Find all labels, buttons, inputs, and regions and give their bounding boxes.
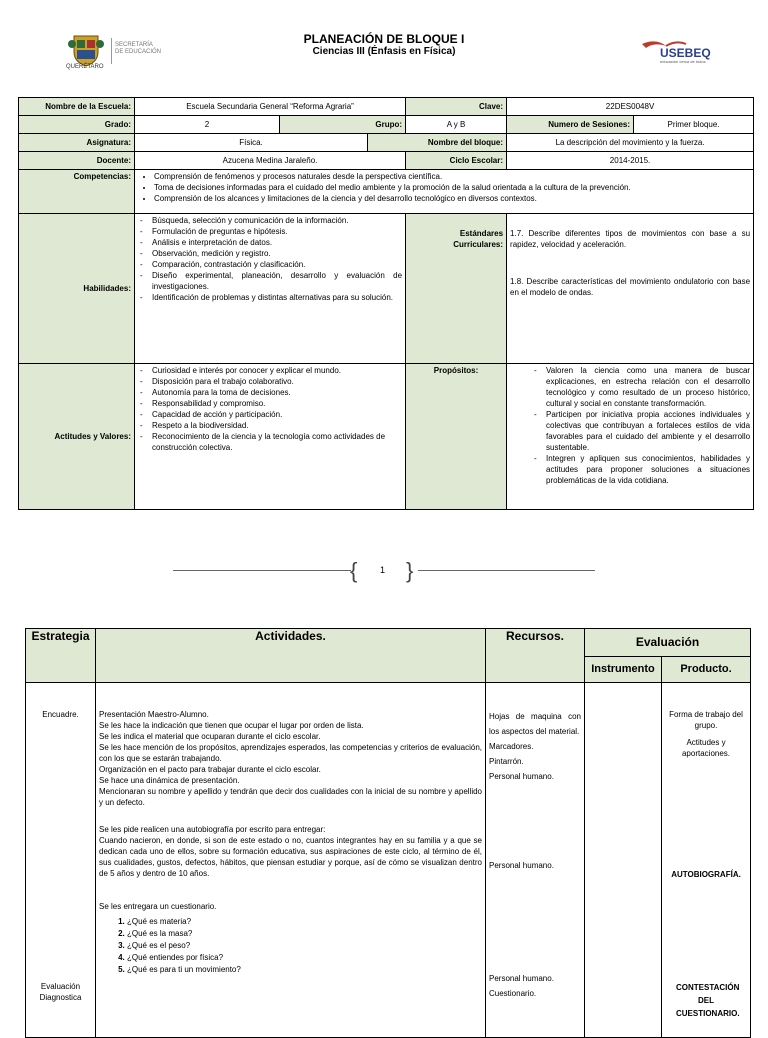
list-item: - Disposición para el trabajo colaborativo. — [152, 376, 402, 387]
asignatura-value: Física. — [135, 134, 368, 152]
list-item: • Comprensión de fenómenos y procesos naturales desde la perspectiva científica. — [154, 171, 750, 182]
page-subtitle: Ciencias III (Énfasis en Física) — [312, 46, 456, 57]
activity-line: Organización en el pacto para trabajar durante el ciclo escolar. — [99, 765, 321, 774]
product-line: Forma de trabajo del grupo. — [669, 710, 743, 730]
competencias-cell — [135, 170, 754, 214]
list-item: 5. ¿Qué es para ti un movimiento? — [127, 964, 482, 976]
usebeq-logo — [636, 36, 746, 66]
estandares-cell — [507, 214, 754, 364]
row-grado — [19, 116, 754, 134]
autobiografia-producto: AUTOBIOGRAFÍA. — [671, 870, 741, 879]
autobiografia-activities — [99, 824, 482, 879]
resource-line: Pintarrón. — [489, 757, 524, 766]
state-label: QUERÉTARO — [66, 64, 104, 70]
page-number: 1 — [380, 565, 386, 575]
estrategia-encuadre: Encuadre. — [42, 710, 79, 719]
page-title: PLANEACIÓN DE BLOQUE I — [303, 32, 465, 46]
list-item: 3. ¿Qué es el peso? — [127, 940, 482, 952]
autobiografia-recursos: Personal humano. — [489, 861, 554, 870]
list-item: - Respeto a la biodiversidad. — [152, 420, 402, 431]
ciclo-value: 2014-2015. — [507, 152, 754, 170]
evaluacion-header: Evaluación — [585, 629, 751, 657]
list-item: - Búsqueda, selección y comunicación de la información. — [152, 215, 402, 226]
list-item: - Autonomía para la toma de decisiones. — [152, 387, 402, 398]
habilidades-cell — [135, 214, 406, 364]
producto-header: Producto. — [662, 657, 751, 683]
actividades-header: Actividades. — [96, 629, 486, 683]
activity-line: Se les hace la indicación que tienen que ocupar el lugar por orden de lista. — [99, 721, 364, 730]
resource-line: Marcadores. — [489, 742, 534, 751]
page-separator-left — [173, 570, 351, 571]
row-asignatura — [19, 134, 754, 152]
activity-line: Se les entregara un cuestionario. — [99, 902, 217, 911]
diagnostica-activities — [99, 901, 482, 976]
page-separator-right — [418, 570, 595, 571]
recursos-cell — [486, 683, 585, 1038]
list-item: - Capacidad de acción y participación. — [152, 409, 402, 420]
list-item: - Reconocimiento de la ciencia y la tecnología como actividades de construcción colectiva. — [152, 431, 402, 453]
list-item: - Observación, medición y registro. — [152, 248, 402, 259]
estandares-label: Estándares Curriculares: — [406, 214, 507, 364]
activity-line: Presentación Maestro-Alumno. — [99, 710, 209, 719]
diagnostica-recursos — [489, 971, 554, 1001]
producto-cell — [662, 683, 751, 1038]
habilidades-list — [138, 215, 402, 303]
docente-label: Docente: — [19, 152, 135, 170]
question-list — [99, 916, 482, 976]
sep-logo-text: SECRETARÍA DE EDUCACIÓN — [115, 42, 162, 55]
row-docente — [19, 152, 754, 170]
competencias-list — [138, 171, 750, 204]
usebeq-name: USEBEQ — [660, 46, 711, 60]
propositos-label: Propósitos: — [406, 364, 507, 510]
asignatura-label: Asignatura: — [19, 134, 135, 152]
list-item: - Responsabilidad y compromiso. — [152, 398, 402, 409]
page-bracket-left: { — [350, 558, 358, 583]
encuadre-activities — [99, 709, 482, 808]
plan-table — [25, 628, 751, 1038]
list-item: - Análisis e interpretación de datos. — [152, 237, 402, 248]
bloque-label: Nombre del bloque: — [368, 134, 507, 152]
estandar-item: 1.8. Describe características del movimiento ondulatorio con base en el modelo de ondas. — [510, 277, 751, 297]
grado-label: Grado: — [19, 116, 135, 134]
resource-line: Personal humano. — [489, 772, 554, 781]
estandar-item: 1.7. Describe diferentes tipos de movimientos con base a su rapidez, velocidad y aceleración. — [510, 229, 751, 249]
clave-label: Clave: — [406, 98, 507, 116]
page-bracket-right: } — [406, 558, 414, 583]
activity-line: Se les hace mención de los propósitos, aprendizajes esperados, las competencias y criterios de evaluación, con los que se estarán trabajando. — [99, 743, 482, 763]
habilidades-label: Habilidades: — [19, 214, 135, 364]
list-item: 4. ¿Qué entiendes por física? — [127, 952, 482, 964]
table-row — [26, 683, 751, 1038]
encuadre-recursos — [489, 709, 581, 784]
list-item: - Diseño experimental, planeación, desarrollo y evaluación de investigaciones. — [152, 270, 402, 292]
escuela-value: Escuela Secundaria General “Reforma Agraria” — [135, 98, 406, 116]
recursos-header: Recursos. — [486, 629, 585, 683]
activity-line: Mencionaran su nombre y apellido y tendrán que decir dos cualidades con la inicial de su nombre y apellido y un defecto. — [99, 787, 482, 807]
list-item: - Formulación de preguntas e hipótesis. — [152, 226, 402, 237]
actitudes-list — [138, 365, 402, 453]
estrategia-diagnostica: Evaluación Diagnostica — [39, 982, 82, 1002]
list-item: • Comprensión de los alcances y limitaciones de la ciencia y del desarrollo tecnológico en diversos contextos. — [154, 193, 750, 204]
propositos-list — [510, 365, 750, 486]
resource-line: Personal humano. — [489, 974, 554, 983]
product-line: Actitudes y aportaciones. — [681, 738, 731, 758]
sep-divider — [111, 38, 112, 64]
list-item: 1. ¿Qué es materia? — [127, 916, 482, 928]
grado-value: 2 — [135, 116, 280, 134]
row-actitudes — [19, 364, 754, 510]
bloque-value: La descripción del movimiento y la fuerza. — [507, 134, 754, 152]
list-item: - Identificación de problemas y distintas alternativas para su solución. — [152, 292, 402, 303]
activity-line: Se les indica el material que ocuparan durante el ciclo escolar. — [99, 732, 321, 741]
list-item: - Participen por iniciativa propia acciones individuales y colectivas que contribuyan a fortaleces estilos de vida favorables para el cuidado del ambiente y el desarrollo sustentable. — [546, 409, 750, 453]
activity-line: Se hace una dinámica de presentación. — [99, 776, 240, 785]
list-item: • Toma de decisiones informadas para el cuidado del medio ambiente y la promoción de la salud orientada a la cultura de la prevención. — [154, 182, 750, 193]
row-competencias — [19, 170, 754, 214]
instrumento-cell — [585, 683, 662, 1038]
list-item: - Valoren la ciencia como una manera de buscar explicaciones, en estrecha relación con el desarrollo tecnológico y como resultado de un proceso histórico, cultural y social en constante transformación. — [546, 365, 750, 409]
escuela-label: Nombre de la Escuela: — [19, 98, 135, 116]
list-item: 2. ¿Qué es la masa? — [127, 928, 482, 940]
clave-value: 22DES0048V — [507, 98, 754, 116]
diagnostica-producto: CONTESTACIÓN DEL CUESTIONARIO. — [676, 983, 740, 1018]
grupo-label: Grupo: — [280, 116, 406, 134]
competencias-label: Competencias: — [19, 170, 135, 214]
row-escuela — [19, 98, 754, 116]
plan-header-row — [26, 629, 751, 657]
actividades-cell — [96, 683, 486, 1038]
info-table — [18, 97, 754, 510]
propositos-cell — [507, 364, 754, 510]
encuadre-producto — [665, 709, 747, 759]
row-habilidades — [19, 214, 754, 364]
list-item: - Comparación, contrastación y clasificación. — [152, 259, 402, 270]
estrategia-cell — [26, 683, 96, 1038]
estrategia-header: Estrategia — [26, 629, 96, 683]
sesiones-value: Primer bloque. — [634, 116, 754, 134]
docente-value: Azucena Medina Jaraleño. — [135, 152, 406, 170]
resource-line: Hojas de maquina con los aspectos del material. — [489, 712, 581, 736]
activity-line: Se les pide realicen una autobiografía por escrito para entregar: — [99, 825, 326, 834]
actitudes-label: Actitudes y Valores: — [19, 364, 135, 510]
actitudes-cell — [135, 364, 406, 510]
activity-line: Cuando nacieron, en donde, si son de este estado o no, cuantos integrantes hay en su familia y a que se dedican cada uno de ellos, sobre su formación educativa, sus aspiraciones de este ciclo, al término de él, sus cualidades, gustos, defectos, hábitos, que piensan estudiar y porque, así de cómo se visualizan dentro de 5 años y dentro de 10 años. — [99, 836, 482, 878]
grupo-value: A y B — [406, 116, 507, 134]
resource-line: Cuestionario. — [489, 989, 537, 998]
instrumento-header: Instrumento — [585, 657, 662, 683]
usebeq-tagline: educación cerca de todos — [660, 59, 706, 64]
list-item: - Integren y apliquen sus conocimientos, habilidades y actitudes para proponer soluciones a situaciones problemáticas de la vida cotidiana. — [546, 453, 750, 486]
list-item: - Curiosidad e interés por conocer y explicar el mundo. — [152, 365, 402, 376]
sesiones-label: Numero de Sesiones: — [507, 116, 634, 134]
ciclo-label: Ciclo Escolar: — [406, 152, 507, 170]
